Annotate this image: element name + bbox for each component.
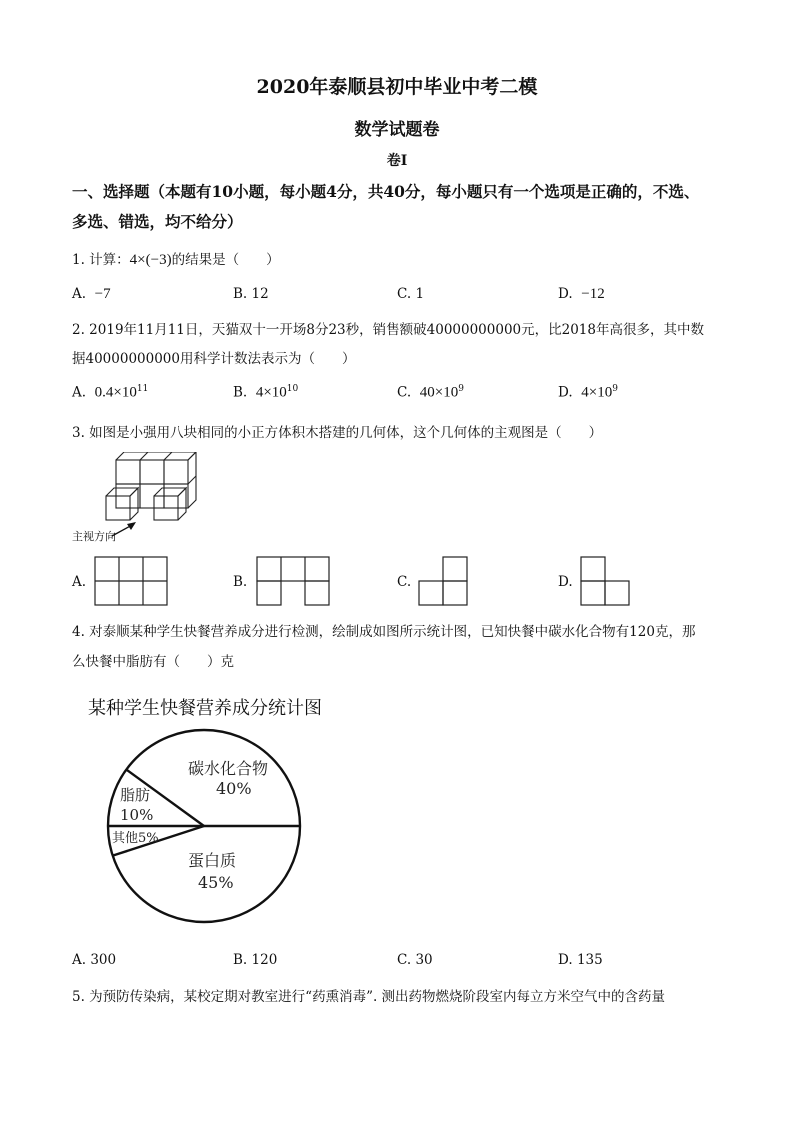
option-value: −12 <box>581 286 605 302</box>
q1-option-b[interactable] <box>233 286 269 302</box>
pie-chart <box>100 728 310 928</box>
cube-face <box>164 460 188 484</box>
option-label: D. <box>558 952 573 968</box>
q3-option-b-figure[interactable] <box>256 556 332 606</box>
question-2-line2: 据40000000000用科学计数法表示为（ ） <box>72 351 356 367</box>
option-label: C. <box>397 286 412 302</box>
cube-face <box>116 460 140 484</box>
q4-option-d[interactable] <box>558 952 603 968</box>
pie-slice-label: 其他5% <box>112 831 159 846</box>
option-value: 4×10 <box>255 384 287 401</box>
question-1-suffix: 的结果是（ ） <box>171 252 280 268</box>
option-value: 1 <box>415 286 425 302</box>
question-1-prefix: 1. 计算： <box>72 252 130 268</box>
question-1 <box>72 248 280 269</box>
option-label: D. <box>558 384 573 401</box>
section-heading-line1: 一、选择题（本题有10小题，每小题4分，共40分，每小题只有一个选项是正确的，不选、 <box>72 182 700 201</box>
option-value: 300 <box>90 952 117 968</box>
view-direction-caption: 主视方向 <box>72 530 116 543</box>
option-label: C. <box>397 952 412 968</box>
cube-face <box>140 460 164 484</box>
option-value: 120 <box>251 952 278 968</box>
option-exponent: 9 <box>612 384 618 394</box>
option-label: D. <box>558 286 573 302</box>
question-4-line2: 么快餐中脂肪有（ ）克 <box>72 654 234 670</box>
q4-option-a[interactable] <box>72 952 116 968</box>
q3-option-c-figure[interactable] <box>418 556 470 606</box>
question-2-line1: 2. 2019年11月11日，天猫双十一开场8分23秒，销售额破40000000000元，比2018年高很多，其中数 <box>72 322 704 338</box>
option-label: A. <box>72 286 87 302</box>
q2-option-a[interactable] <box>72 384 148 402</box>
pie-slice-label: 碳水化合物 <box>188 759 269 778</box>
pie-slice-label: 脂肪 <box>120 786 151 804</box>
question-3: 3. 如图是小强用八块相同的小正方体积木搭建的几何体，这个几何体的主观图是（ ） <box>72 425 603 441</box>
chart-title: 某种学生快餐营养成分统计图 <box>88 698 322 719</box>
q4-option-c[interactable] <box>397 952 433 968</box>
option-label: B. <box>233 384 248 401</box>
option-label: A. <box>72 384 87 401</box>
page-subtitle: 数学试题卷 <box>354 120 440 140</box>
pie-slice-percent: 45% <box>198 873 234 892</box>
q2-option-c[interactable] <box>397 384 464 402</box>
option-value: 0.4×10 <box>94 384 137 401</box>
section-heading-line2: 多选、错选，均不给分） <box>72 212 243 231</box>
question-1-expression: 4×(−3) <box>129 252 172 268</box>
option-value: 30 <box>415 952 433 968</box>
option-value: 40×10 <box>419 384 459 401</box>
question-4-line1: 4. 对泰顺某种学生快餐营养成分进行检测，绘制成如图所示统计图，已知快餐中碳水化合物有120克，那 <box>72 624 696 640</box>
pie-slice-percent: 10% <box>120 806 154 824</box>
option-value: 135 <box>576 952 603 968</box>
option-value: 4×10 <box>581 384 613 401</box>
q3-option-c-label[interactable]: C. <box>397 574 412 590</box>
q3-option-d-label[interactable]: D. <box>558 574 573 590</box>
q1-option-a[interactable] <box>72 286 111 303</box>
option-label: C. <box>397 384 412 401</box>
question-5-line1: 5. 为预防传染病，某校定期对教室进行“药熏消毒”. 测出药物燃烧阶段室内每立方米空气中的含药量 <box>72 989 666 1005</box>
option-label: A. <box>72 952 87 968</box>
option-value: −7 <box>94 286 111 302</box>
volume-label: 卷I <box>386 153 408 169</box>
q1-option-c[interactable] <box>397 286 424 302</box>
option-exponent: 10 <box>286 384 299 394</box>
option-label: B. <box>233 286 248 302</box>
option-value: 12 <box>251 286 269 302</box>
q3-option-d-figure[interactable] <box>580 556 632 606</box>
q3-option-a-figure[interactable] <box>94 556 170 606</box>
q3-option-b-label[interactable]: B. <box>233 574 248 590</box>
pie-slice-percent: 40% <box>216 779 252 798</box>
q4-option-b[interactable] <box>233 952 277 968</box>
option-exponent: 11 <box>136 384 149 394</box>
option-exponent: 9 <box>458 384 464 394</box>
option-label: B. <box>233 952 248 968</box>
q2-option-d[interactable] <box>558 384 618 402</box>
pie-slice-label: 蛋白质 <box>188 851 237 870</box>
q3-option-a-label[interactable]: A. <box>72 574 87 590</box>
page-title: 2020年泰顺县初中毕业中考二模 <box>256 76 538 98</box>
q1-option-d[interactable] <box>558 286 605 303</box>
q2-option-b[interactable] <box>233 384 298 402</box>
